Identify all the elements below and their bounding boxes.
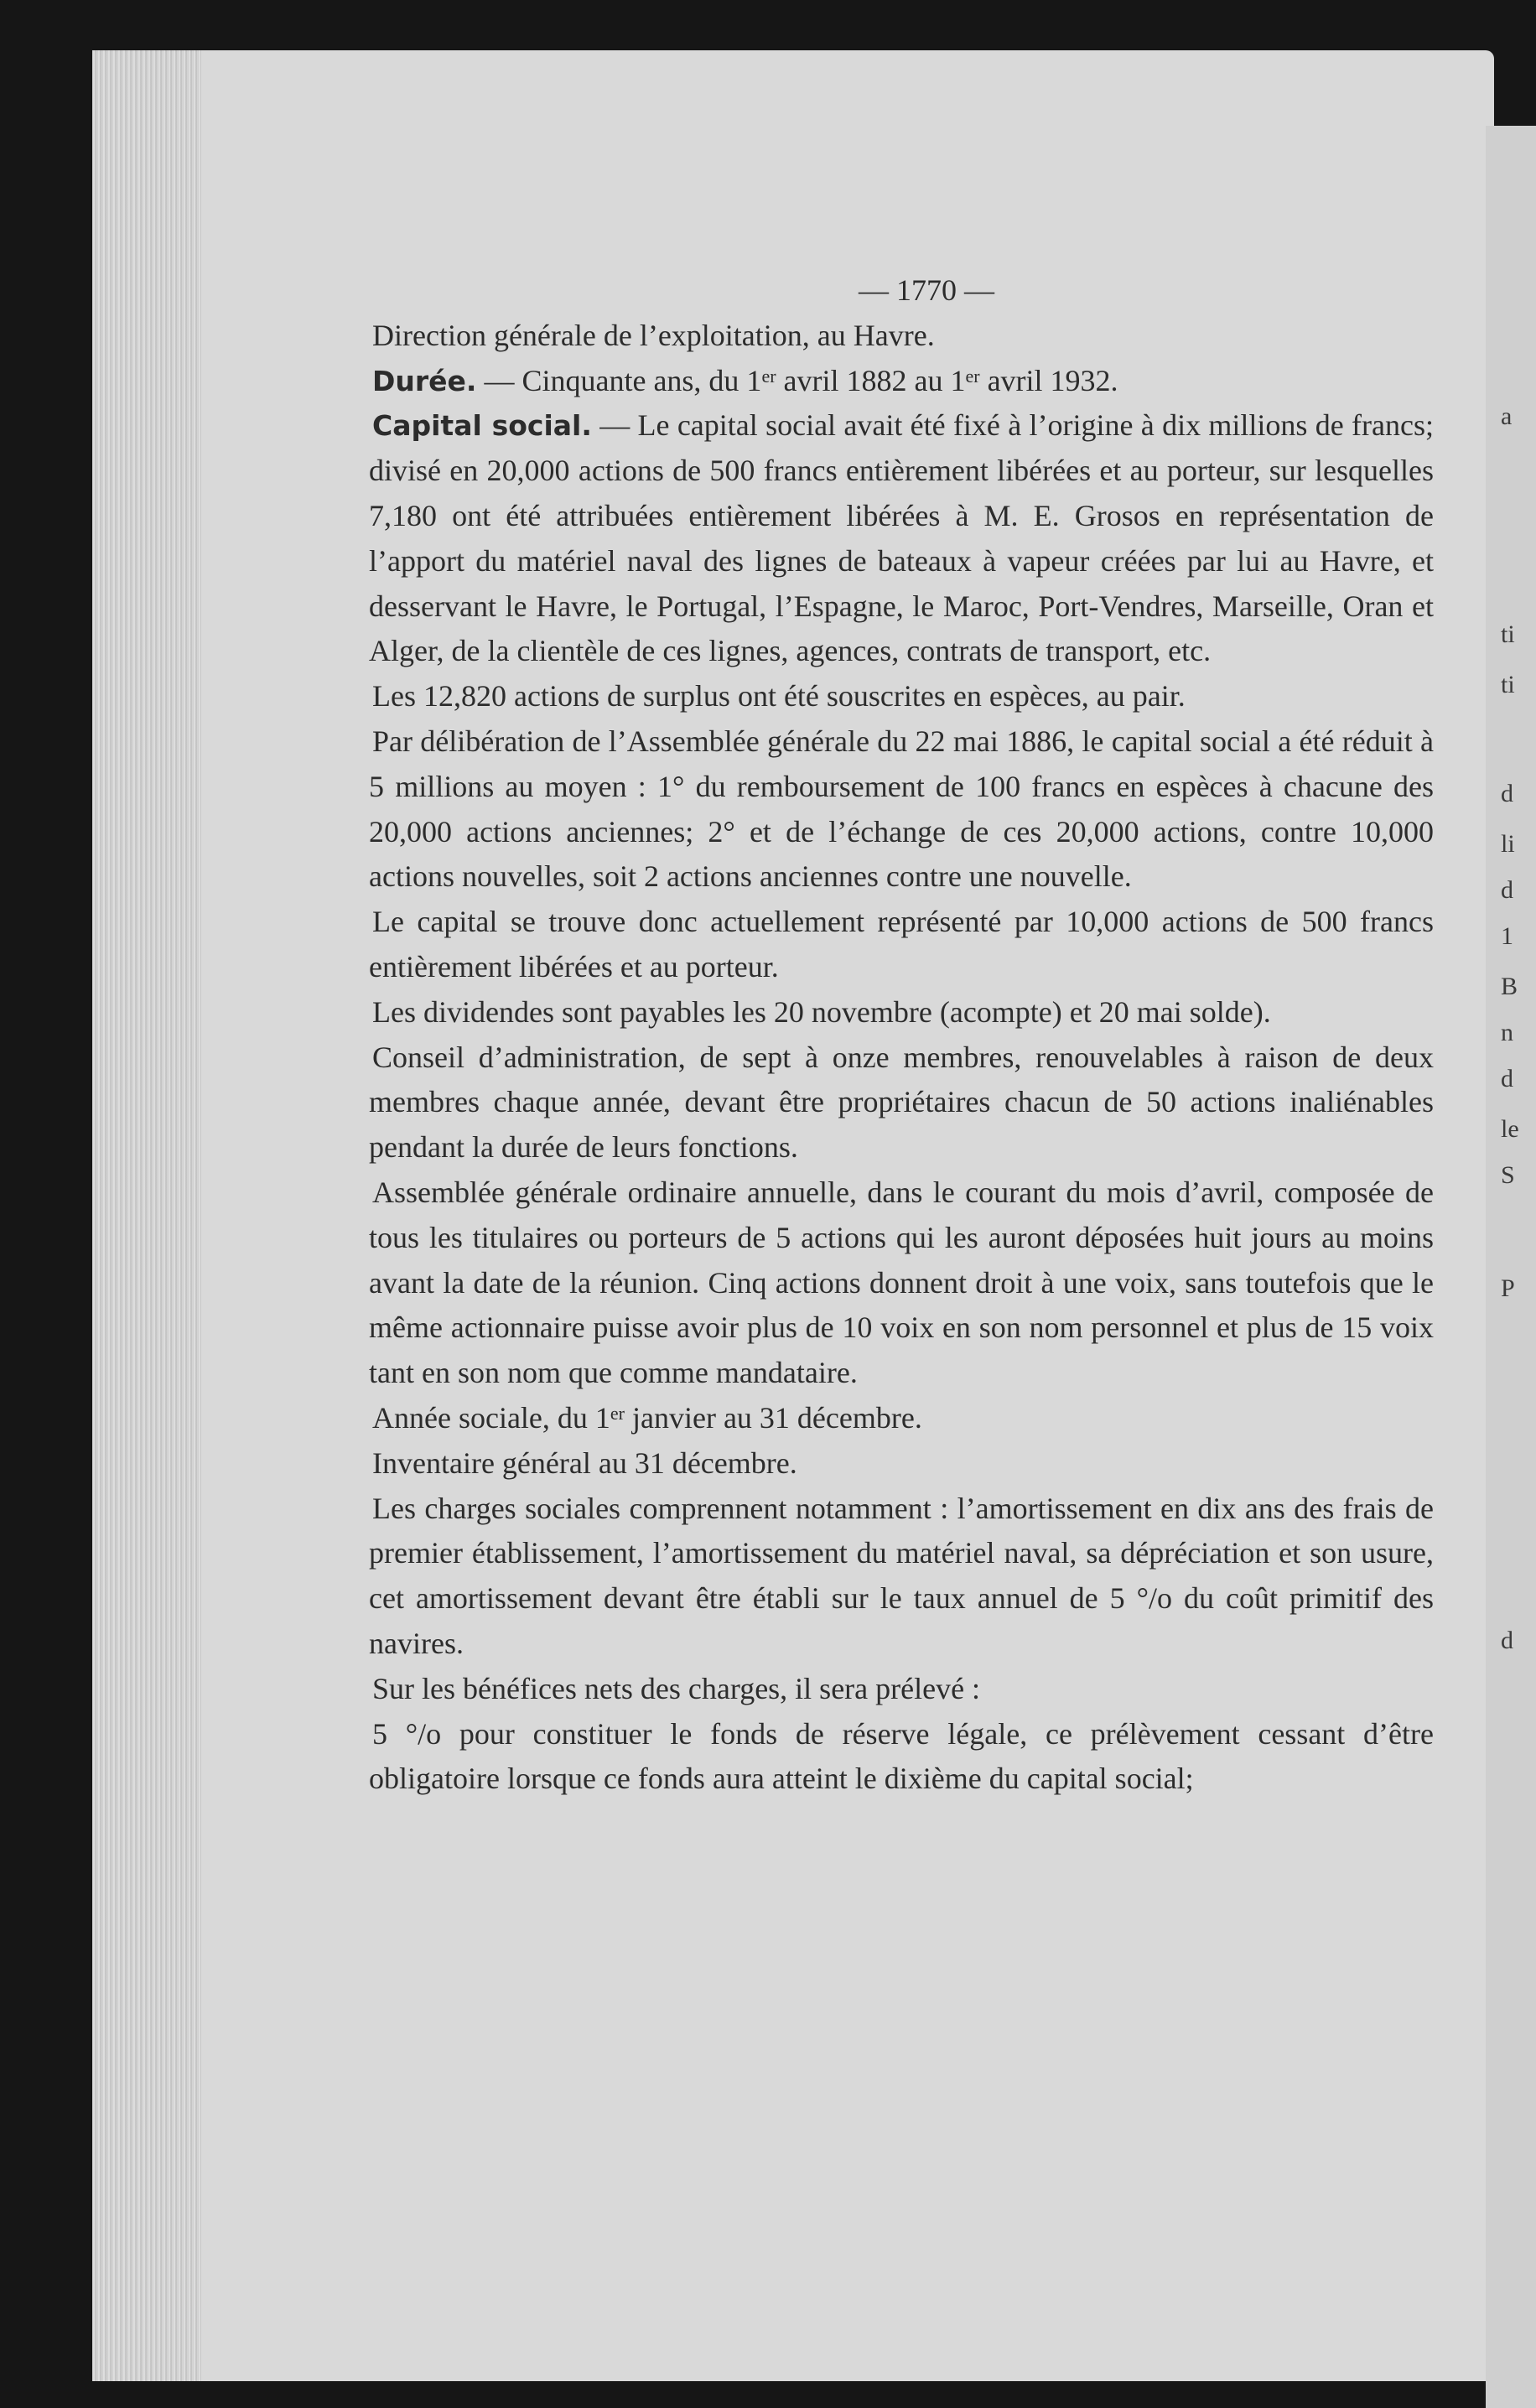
facing-page-fragment: li — [1501, 830, 1515, 858]
facing-page-fragment: S — [1501, 1161, 1515, 1189]
facing-page-strip — [1486, 126, 1536, 2408]
paragraph-annee-sociale — [369, 1396, 1434, 1441]
paragraph-text: — Cinquante ans, du 1 — [476, 363, 762, 397]
facing-page-fragment: ti — [1501, 671, 1515, 698]
superscript: er — [610, 1402, 625, 1424]
facing-page-fragment: P — [1501, 1274, 1515, 1302]
paragraph-text: Année sociale, du 1 — [372, 1400, 610, 1435]
paragraph: Assemblée générale ordinaire annuelle, dans le courant du mois d’avril, composée de tous les titulaires ou porteurs de 5 actions qui les auront déposées huit jours au moins avant la date de la réunion. Cinq actions donnent droit à une voix, sans toutefois que le même actionnaire puisse avoir plus de 10 voix en son nom personnel et plus de 15 voix tant en son nom que comme mandataire. — [369, 1175, 1434, 1390]
facing-page-fragment: n — [1501, 1019, 1513, 1046]
paragraph-text: janvier au 31 décembre. — [625, 1400, 922, 1435]
section-label: Durée. — [372, 364, 477, 397]
facing-page-fragment: d — [1501, 876, 1513, 904]
paragraph: 5 °/o pour constituer le fonds de réserve légale, ce prélèvement cessant d’être obligatoire lorsque ce fonds aura atteint le dixième du capital social; — [369, 1716, 1434, 1796]
facing-page-fragment: ti — [1501, 620, 1515, 648]
paragraph-text: — Le capital social avait été fixé à l’origine à dix millions de francs; divisé en 20,000 actions de 500 francs entièrement libérées et au porteur, sur lesquelles 7,180 ont été attribuées entièrement libérées à M. E. Grosos en représentation de l’apport du matériel naval des lignes de bateaux à vapeur créées par lui au Havre, et desservant le Havre, le Portugal, l’Espagne, le Maroc, Port-Vendres, Marseille, Oran et Alger, de la clientèle de ces lignes, agences, contrats de transport, etc. — [369, 408, 1434, 668]
page-text — [369, 268, 1434, 1802]
paragraph-text: avril 1932. — [979, 363, 1118, 397]
paragraph: Le capital se trouve donc actuellement représenté par 10,000 actions de 500 francs entièrement libérées et au porteur. — [369, 905, 1434, 983]
paragraph-text: avril 1882 au 1 — [776, 363, 966, 397]
facing-page-fragment: d — [1501, 780, 1513, 807]
facing-page-fragment: d — [1501, 1627, 1513, 1654]
facing-page-fragment: le — [1501, 1115, 1519, 1143]
section-label: Capital social. — [372, 409, 592, 443]
paragraph: Conseil d’administration, de sept à onze membres, renouvelables à raison de deux membres chaque année, devant être propriétaires chacun de 50 actions inaliénables pendant la durée de leurs fonctions. — [369, 1040, 1434, 1165]
paragraph: Les charges sociales comprennent notamment : l’amortissement en dix ans des frais de premier établissement, l’amortissement du matériel naval, sa dépréciation et son usure, cet amortissement devant être établi sur le taux annuel de 5 °/o du coût primitif des navires. — [369, 1491, 1434, 1660]
paragraph: Inventaire général au 31 décembre. — [372, 1445, 797, 1480]
superscript: er — [761, 365, 776, 387]
page-number: — 1770 — — [859, 273, 994, 307]
paragraph-capital-social — [369, 403, 1434, 674]
facing-page-fragment: B — [1501, 973, 1518, 1000]
paragraph: Les 12,820 actions de surplus ont été souscrites en espèces, au pair. — [372, 679, 1186, 714]
paragraph: Direction générale de l’exploitation, au Havre. — [372, 318, 935, 352]
paragraph: Par délibération de l’Assemblée générale du 22 mai 1886, le capital social a été réduit à 5 millions au moyen : 1° du remboursement de 100 francs en espèces à chacune des 20,000 actions anciennes; 2° et de l’échange de ces 20,000 actions, contre 10,000 actions nouvelles, soit 2 actions anciennes contre une nouvelle. — [369, 724, 1434, 894]
paragraph-duree — [369, 359, 1434, 404]
facing-page-fragment: d — [1501, 1065, 1513, 1092]
paragraph: Sur les bénéfices nets des charges, il sera prélevé : — [372, 1671, 981, 1705]
facing-page-fragment: 1 — [1501, 922, 1513, 950]
page-edges — [92, 50, 201, 2381]
paragraph: Les dividendes sont payables les 20 novembre (acompte) et 20 mai solde). — [372, 994, 1271, 1029]
superscript: er — [965, 365, 980, 387]
facing-page-fragment: a — [1501, 402, 1513, 430]
